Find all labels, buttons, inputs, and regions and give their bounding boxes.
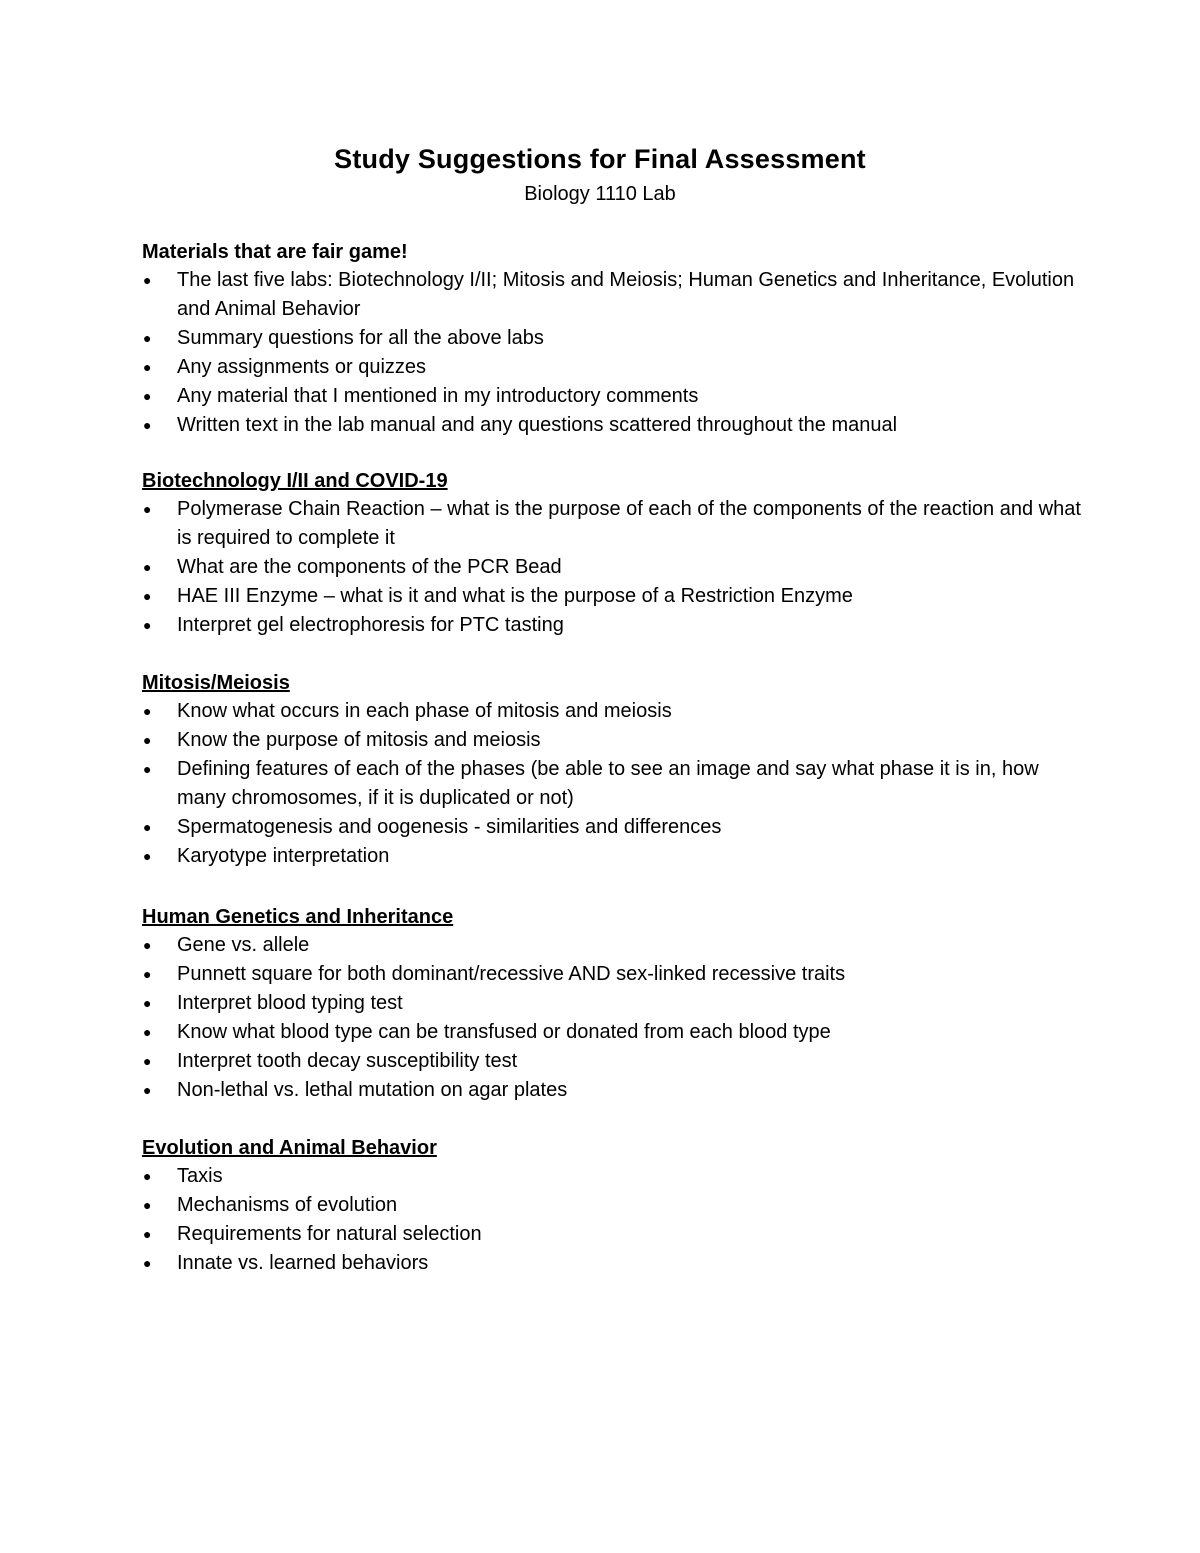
list-item-text: Know what blood type can be transfused or donated from each blood type <box>177 1021 831 1043</box>
bullet-icon: ● <box>143 1226 152 1242</box>
bullet-icon: ● <box>143 761 152 777</box>
list-item-text: Polymerase Chain Reaction – what is the purpose of each of the components of the reaction and what is required to complete it <box>177 498 1081 549</box>
page-title: Study Suggestions for Final Assessment <box>334 144 866 174</box>
bullet-icon: ● <box>143 359 152 375</box>
section-heading: Mitosis/Meiosis <box>142 672 290 694</box>
list-item <box>142 697 1082 726</box>
list-item <box>142 755 1082 813</box>
list-item <box>142 842 1082 871</box>
bullet-icon: ● <box>143 501 152 517</box>
list-item <box>142 1047 1082 1076</box>
list-item <box>142 353 1082 382</box>
list-item <box>142 931 1082 960</box>
list-item-text: Spermatogenesis and oogenesis - similarities and differences <box>177 816 722 838</box>
bullet-icon: ● <box>143 588 152 604</box>
list-item <box>142 1076 1082 1105</box>
bullet-icon: ● <box>143 732 152 748</box>
bullet-icon: ● <box>143 1197 152 1213</box>
list-item-text: HAE III Enzyme – what is it and what is the purpose of a Restriction Enzyme <box>177 585 853 607</box>
bullet-icon: ● <box>143 272 152 288</box>
bullet-list <box>142 697 1082 871</box>
list-item-text: Defining features of each of the phases (be able to see an image and say what phase it is in, how many chromosomes, if it is duplicated or not) <box>177 758 1039 809</box>
bullet-icon: ● <box>143 1024 152 1040</box>
list-item <box>142 266 1082 324</box>
bullet-icon: ● <box>143 1082 152 1098</box>
list-item-text: Any assignments or quizzes <box>177 356 427 378</box>
bullet-list <box>142 266 1082 440</box>
list-item <box>142 726 1082 755</box>
list-item <box>142 495 1082 553</box>
list-item <box>142 553 1082 582</box>
list-item-text: Any material that I mentioned in my introductory comments <box>177 385 699 407</box>
bullet-list <box>142 1162 1082 1278</box>
bullet-list <box>142 931 1082 1105</box>
section-heading: Materials that are fair game! <box>142 241 408 263</box>
bullet-icon: ● <box>143 417 152 433</box>
list-item <box>142 1018 1082 1047</box>
section-heading: Human Genetics and Inheritance <box>142 906 454 928</box>
section-evolution <box>142 1134 1082 1278</box>
bullet-icon: ● <box>143 937 152 953</box>
bullet-icon: ● <box>143 1168 152 1184</box>
section-biotechnology <box>142 467 1082 640</box>
list-item-text: Mechanisms of evolution <box>177 1194 398 1216</box>
list-item <box>142 582 1082 611</box>
list-item-text: Interpret blood typing test <box>177 992 403 1014</box>
list-item <box>142 1249 1082 1278</box>
list-item <box>142 1191 1082 1220</box>
list-item-text: Interpret gel electrophoresis for PTC tasting <box>177 614 564 636</box>
list-item-text: Gene vs. allele <box>177 934 310 956</box>
list-item-text: Know what occurs in each phase of mitosis and meiosis <box>177 700 672 722</box>
bullet-icon: ● <box>143 966 152 982</box>
list-item <box>142 1162 1082 1191</box>
bullet-icon: ● <box>143 388 152 404</box>
list-item-text: Non-lethal vs. lethal mutation on agar plates <box>177 1079 568 1101</box>
section-heading: Biotechnology I/II and COVID-19 <box>142 470 448 492</box>
list-item <box>142 960 1082 989</box>
bullet-icon: ● <box>143 1255 152 1271</box>
bullet-icon: ● <box>143 703 152 719</box>
list-item-text: Requirements for natural selection <box>177 1223 482 1245</box>
bullet-icon: ● <box>143 559 152 575</box>
list-item-text: Taxis <box>177 1165 223 1187</box>
list-item-text: Punnett square for both dominant/recessive AND sex-linked recessive traits <box>177 963 846 985</box>
list-item-text: Know the purpose of mitosis and meiosis <box>177 729 541 751</box>
list-item <box>142 1220 1082 1249</box>
list-item-text: Summary questions for all the above labs <box>177 327 544 349</box>
list-item-text: The last five labs: Biotechnology I/II; Mitosis and Meiosis; Human Genetics and Inheritance, Evolution and Animal Behavior <box>177 269 1075 320</box>
bullet-icon: ● <box>143 819 152 835</box>
section-materials <box>142 238 1082 440</box>
bullet-list <box>142 495 1082 640</box>
list-item <box>142 611 1082 640</box>
list-item-text: Karyotype interpretation <box>177 845 390 867</box>
page-subtitle: Biology 1110 Lab <box>524 183 676 205</box>
bullet-icon: ● <box>143 995 152 1011</box>
section-mitosis-meiosis <box>142 669 1082 871</box>
bullet-icon: ● <box>143 330 152 346</box>
section-heading: Evolution and Animal Behavior <box>142 1137 437 1159</box>
list-item-text: Written text in the lab manual and any questions scattered throughout the manual <box>177 414 898 436</box>
list-item <box>142 382 1082 411</box>
bullet-icon: ● <box>143 1053 152 1069</box>
list-item-text: Innate vs. learned behaviors <box>177 1252 429 1274</box>
list-item <box>142 411 1082 440</box>
list-item <box>142 324 1082 353</box>
list-item-text: Interpret tooth decay susceptibility test <box>177 1050 518 1072</box>
section-human-genetics <box>142 903 1082 1105</box>
list-item <box>142 813 1082 842</box>
list-item <box>142 989 1082 1018</box>
list-item-text: What are the components of the PCR Bead <box>177 556 562 578</box>
bullet-icon: ● <box>143 848 152 864</box>
bullet-icon: ● <box>143 617 152 633</box>
